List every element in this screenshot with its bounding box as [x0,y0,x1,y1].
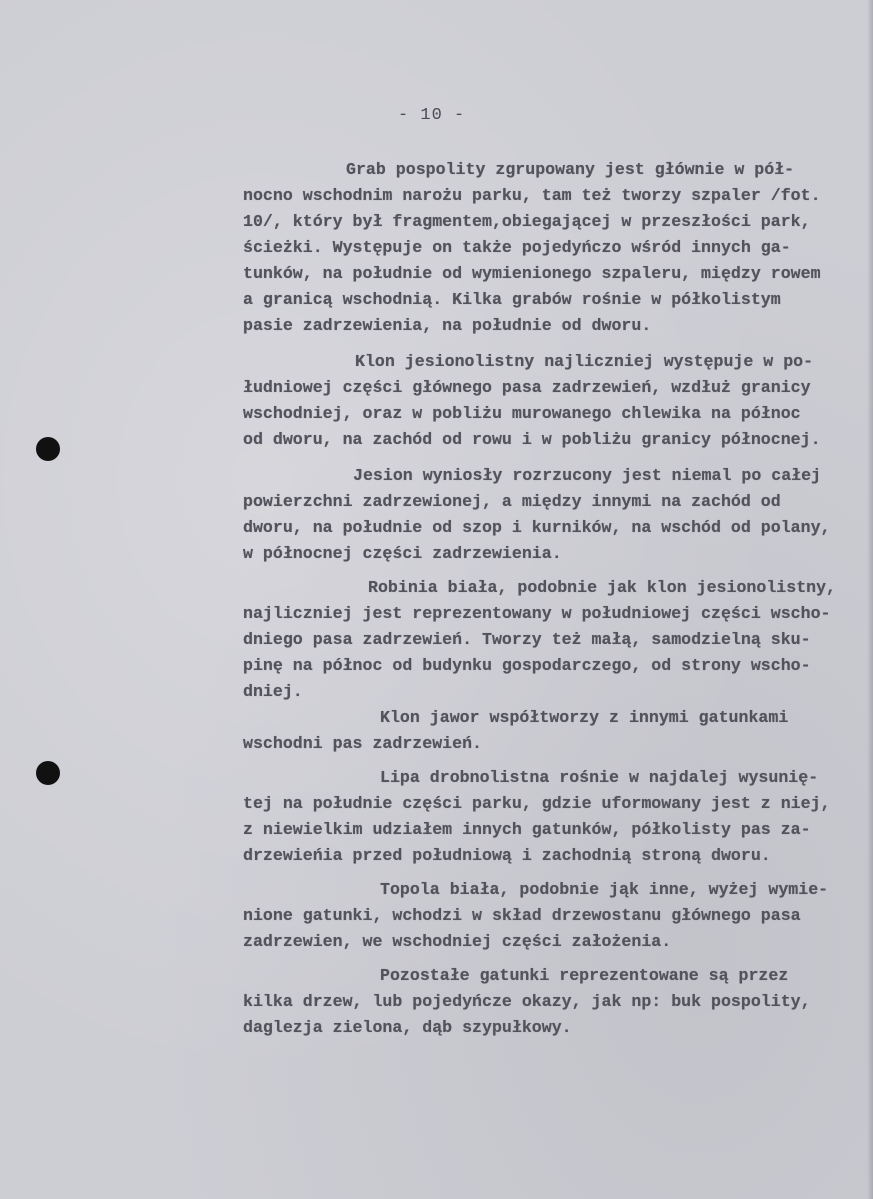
paragraph-line: tunków, na południe od wymienionego szpaleru, między rowem [243,264,821,283]
paragraph-line: 10/, który był fragmentem,obiegającej w przeszłości park, [243,212,811,231]
paragraph-line: z niewielkim udziałem innych gatunków, półkolisty pas za- [243,820,811,839]
paragraph-line: Robinia biała, podobnie jak klon jesionolistny, [368,578,837,597]
paragraph-line: zadrzewien, we wschodniej części założenia. [243,932,672,951]
paragraph-line: łudniowej części głównego pasa zadrzewień, wzdłuż granicy [243,378,811,397]
paragraph-line: pasie zadrzewienia, na południe od dworu. [243,316,652,335]
paragraph-line: nocno wschodnim narożu parku, tam też tworzy szpaler /fot. [243,186,821,205]
paragraph-line: powierzchni zadrzewionej, a między innymi na zachód od [243,492,781,511]
paragraph-line: dniej. [243,682,303,701]
paragraph-line: dworu, na południe od szop i kurników, na wschód od polany, [243,518,831,537]
page-number: - 10 - [398,106,466,125]
paragraph-line: dniego pasa zadrzewień. Tworzy też małą, samodzielną sku- [243,630,811,649]
paragraph-line: ścieżki. Występuje on także pojedyńczo wśród innych ga- [243,238,791,257]
paragraph-line: Topola biała, podobnie jąk inne, wyżej wymie- [380,880,829,899]
paragraph-line: od dworu, na zachód od rowu i w pobliżu granicy północnej. [243,430,821,449]
paragraph-line: Jesion wyniosły rozrzucony jest niemal po całej [353,466,822,485]
paragraph-line: a granicą wschodnią. Kilka grabów rośnie w półkolistym [243,290,781,309]
paragraph-line: najliczniej jest reprezentowany w południowej części wscho- [243,604,831,623]
paragraph-line: wschodniej, oraz w pobliżu murowanego chlewika na północ [243,404,801,423]
paragraph-line: wschodni pas zadrzewień. [243,734,482,753]
page-edge-shadow [867,0,873,1199]
punch-hole-top [36,437,60,461]
paragraph-line: pinę na północ od budynku gospodarczego, od strony wscho- [243,656,811,675]
paragraph-line: Lipa drobnolistna rośnie w najdalej wysunię- [380,768,819,787]
paragraph-line: nione gatunki, wchodzi w skład drzewostanu głównego pasa [243,906,801,925]
paragraph-line: Klon jawor współtworzy z innymi gatunkami [380,708,789,727]
punch-hole-bottom [36,761,60,785]
paragraph-line: Klon jesionolistny najliczniej występuje w po- [355,352,814,371]
paragraph-line: Pozostałe gatunki reprezentowane są przez [380,966,789,985]
paragraph-line: drzewieńia przed południową i zachodnią stroną dworu. [243,846,771,865]
paragraph-line: daglezja zielona, dąb szypułkowy. [243,1018,572,1037]
paragraph-line: kilka drzew, lub pojedyńcze okazy, jak np: buk pospolity, [243,992,811,1011]
paragraph-line: w północnej części zadrzewienia. [243,544,562,563]
paragraph-line: tej na południe części parku, gdzie uformowany jest z niej, [243,794,831,813]
paragraph-line: Grab pospolity zgrupowany jest głównie w pół- [346,160,795,179]
